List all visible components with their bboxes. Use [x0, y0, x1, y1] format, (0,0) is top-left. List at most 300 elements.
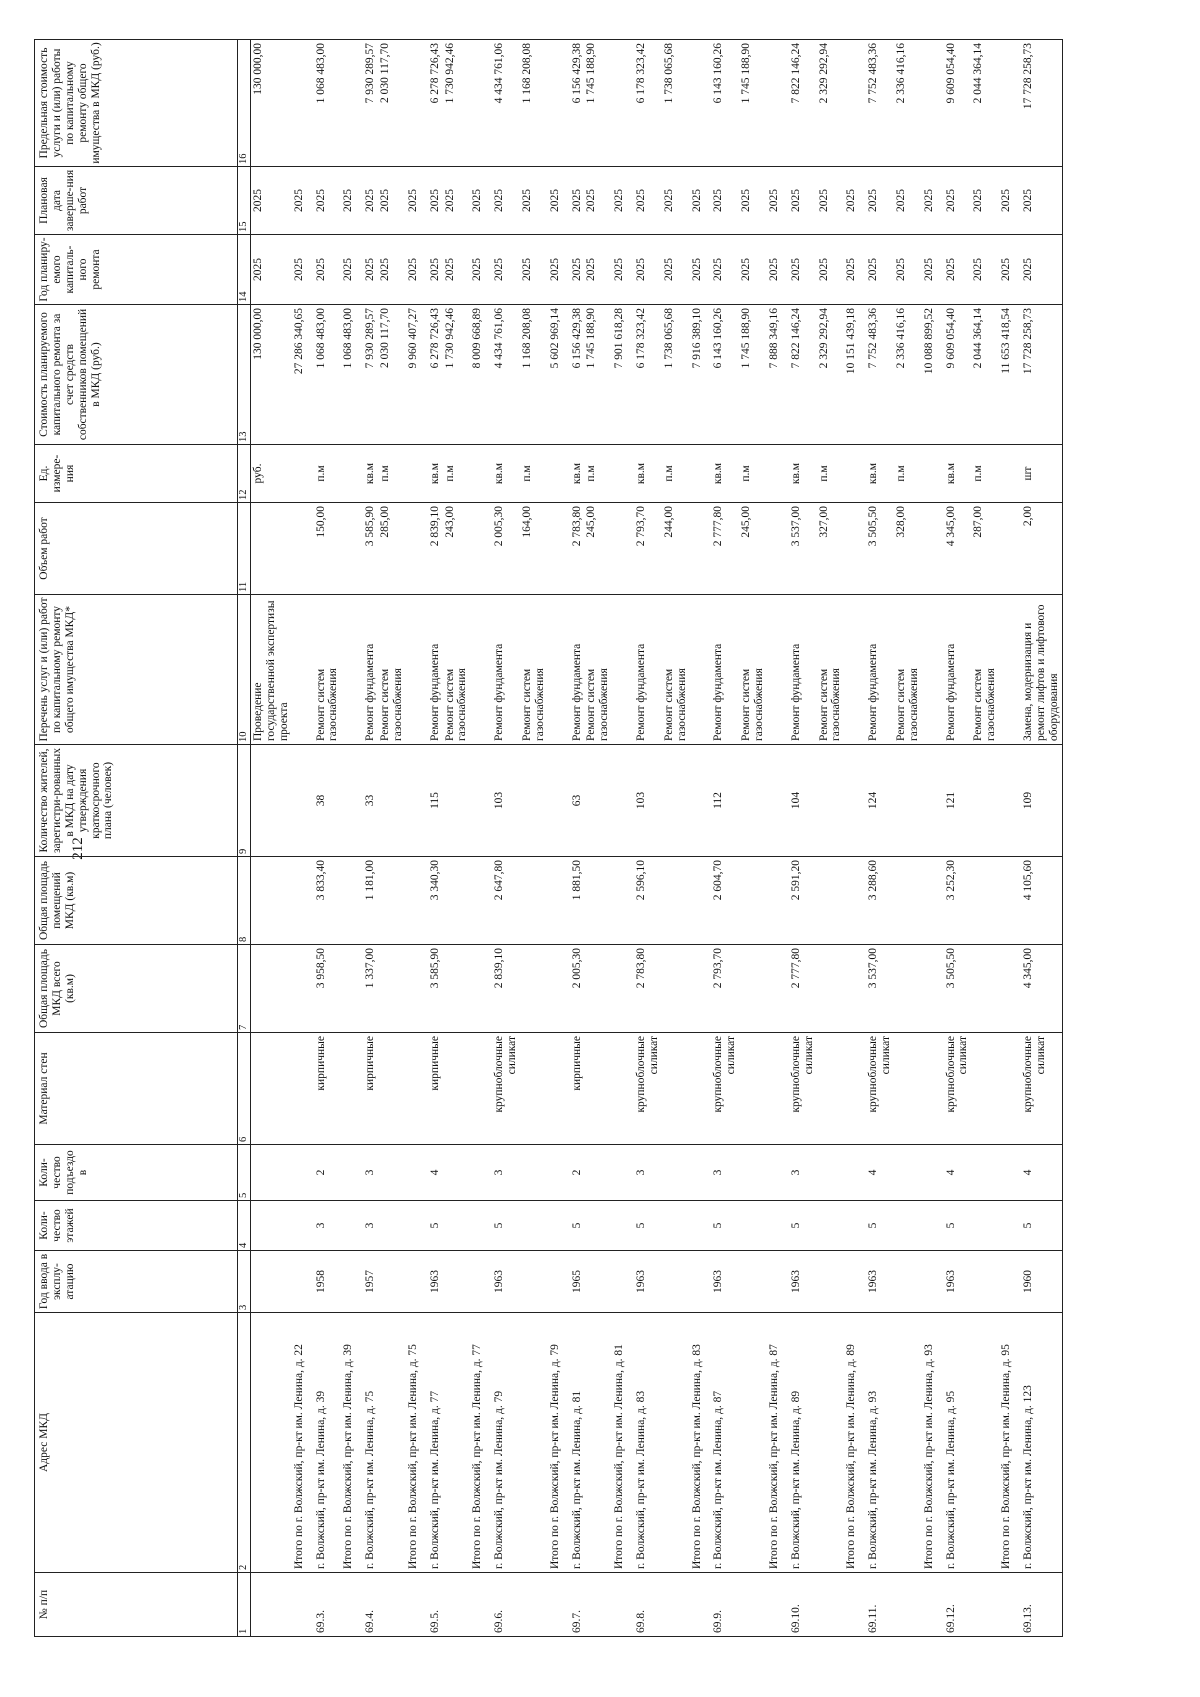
table-cell: 69.13.: [1014, 1573, 1062, 1637]
table-cell: кирпичные: [563, 1033, 585, 1145]
table-cell: [999, 595, 1014, 745]
table-cell: [922, 1251, 937, 1313]
table-cell: 2025: [627, 235, 662, 305]
table-cell: 285,00: [378, 503, 406, 595]
table-row: [894, 40, 922, 1637]
table-cell: [922, 1145, 937, 1201]
table-cell: [690, 857, 705, 945]
table-cell: [690, 1251, 705, 1313]
table-cell: [406, 1145, 421, 1201]
table-cell: п.м: [662, 445, 690, 503]
table-cell: [999, 745, 1014, 857]
table-cell: [662, 1251, 690, 1313]
table-cell: 2025: [894, 235, 922, 305]
table-cell: [443, 1573, 471, 1637]
table-cell: [251, 1313, 292, 1573]
table-cell: [406, 595, 421, 745]
table-cell: 2 596,10: [627, 857, 662, 945]
column-number-row: [238, 40, 251, 1637]
table-cell: 6 156 429,38: [563, 40, 585, 167]
table-row: [356, 40, 378, 1637]
table-cell: [894, 1251, 922, 1313]
table-cell: г. Волжский, пр-кт им. Ленина, д. 75: [356, 1313, 378, 1573]
table-cell: 3: [704, 1145, 739, 1201]
table-cell: 7 888 349,16: [767, 305, 782, 445]
table-cell: [739, 1573, 767, 1637]
table-cell: [378, 1201, 406, 1251]
table-row: [859, 40, 894, 1637]
table-cell: 2,00: [1014, 503, 1062, 595]
table-cell: [584, 857, 612, 945]
table-cell: [739, 1145, 767, 1201]
table-cell: 2 604,70: [704, 857, 739, 945]
table-cell: 2025: [292, 167, 307, 235]
table-cell: 243,00: [443, 503, 471, 595]
table-cell: [739, 857, 767, 945]
table-cell: [251, 945, 292, 1033]
table-cell: 2025: [520, 167, 548, 235]
table-cell: 2025: [782, 235, 817, 305]
table-cell: кв.м: [356, 445, 378, 503]
table-cell: 4: [421, 1145, 443, 1201]
table-cell: 124: [859, 745, 894, 857]
table-cell: 2 839,10: [485, 945, 520, 1033]
table-cell: [922, 857, 937, 945]
table-cell: 1957: [356, 1251, 378, 1313]
table-cell: 27 286 340,65: [292, 305, 307, 445]
table-cell: 2025: [421, 167, 443, 235]
table-cell: 2 783,80: [627, 945, 662, 1033]
page-number: 212: [70, 837, 86, 860]
table-cell: [520, 945, 548, 1033]
table-cell: [443, 745, 471, 857]
table-cell: 5: [563, 1201, 585, 1251]
table-cell: г. Волжский, пр-кт им. Ленина, д. 79: [485, 1313, 520, 1573]
table-cell: 17 728 258,73: [1014, 305, 1062, 445]
table-cell: 2025: [739, 167, 767, 235]
column-header: Год планиру-емого капиталь-ного ремонта: [35, 235, 238, 305]
table-cell: 7 901 618,28: [612, 305, 627, 445]
table-cell: 4: [937, 1145, 972, 1201]
table-cell: [292, 945, 307, 1033]
table-cell: [971, 1573, 999, 1637]
table-cell: 2025: [782, 167, 817, 235]
table-row: [341, 40, 356, 1637]
table-cell: [378, 745, 406, 857]
table-cell: 328,00: [894, 503, 922, 595]
table-cell: [406, 857, 421, 945]
table-cell: [690, 745, 705, 857]
table-cell: г. Волжский, пр-кт им. Ленина, д. 87: [704, 1313, 739, 1573]
table-cell: [292, 745, 307, 857]
table-cell: [470, 1201, 485, 1251]
table-cell: [662, 857, 690, 945]
table-cell: [894, 1145, 922, 1201]
table-cell: [612, 1033, 627, 1145]
table-cell: [612, 857, 627, 945]
table-cell: 2025: [563, 167, 585, 235]
table-cell: [739, 945, 767, 1033]
table-cell: [662, 1145, 690, 1201]
table-cell: [662, 745, 690, 857]
column-number: 16: [238, 40, 251, 167]
table-cell: [971, 1313, 999, 1573]
table-cell: [341, 745, 356, 857]
table-cell: [844, 945, 859, 1033]
table-cell: 5: [704, 1201, 739, 1251]
table-cell: [443, 857, 471, 945]
table-cell: кирпичные: [421, 1033, 443, 1145]
column-header: Общая площадь помещений МКД (кв.м): [35, 857, 238, 945]
table-cell: [251, 745, 292, 857]
table-cell: 2025: [971, 235, 999, 305]
table-cell: 1 168 208,08: [520, 40, 548, 167]
table-cell: Итого по г. Волжский, пр-кт им. Ленина, д. 22: [292, 1313, 307, 1573]
table-cell: Ремонт систем газоснабжения: [584, 595, 612, 745]
table-cell: 4: [859, 1145, 894, 1201]
table-cell: [584, 1033, 612, 1145]
table-cell: 2025: [690, 235, 705, 305]
table-row: [971, 40, 999, 1637]
table-cell: Итого по г. Волжский, пр-кт им. Ленина, д. 95: [999, 1313, 1014, 1573]
table-cell: [341, 40, 356, 167]
table-cell: [662, 1573, 690, 1637]
table-cell: Ремонт систем газоснабжения: [378, 595, 406, 745]
table-cell: [251, 1251, 292, 1313]
table-row: [470, 40, 485, 1637]
column-number: 13: [238, 305, 251, 445]
table-cell: Ремонт систем газоснабжения: [739, 595, 767, 745]
table-cell: [844, 1201, 859, 1251]
table-cell: [548, 745, 563, 857]
table-cell: 2 030 117,70: [378, 40, 406, 167]
table-cell: [999, 445, 1014, 503]
table-cell: [999, 1033, 1014, 1145]
table-cell: [341, 1033, 356, 1145]
table-cell: п.м: [307, 445, 342, 503]
table-cell: г. Волжский, пр-кт им. Ленина, д. 77: [421, 1313, 443, 1573]
table-cell: 6 143 160,26: [704, 40, 739, 167]
capital-repair-table: [34, 39, 1063, 1637]
table-cell: [739, 1033, 767, 1145]
table-cell: кв.м: [627, 445, 662, 503]
column-number: 9: [238, 745, 251, 857]
table-cell: 2025: [999, 235, 1014, 305]
table-cell: 2025: [356, 235, 378, 305]
table-cell: кв.м: [859, 445, 894, 503]
table-cell: [292, 40, 307, 167]
column-number: 14: [238, 235, 251, 305]
table-cell: [817, 1313, 845, 1573]
table-cell: 2025: [406, 167, 421, 235]
table-cell: 6 278 726,43: [421, 305, 443, 445]
table-cell: [922, 745, 937, 857]
header-row: [35, 40, 238, 1637]
table-row: [690, 40, 705, 1637]
table-cell: 2: [563, 1145, 585, 1201]
table-cell: 5: [421, 1201, 443, 1251]
table-cell: [971, 1145, 999, 1201]
table-cell: [999, 40, 1014, 167]
table-cell: [406, 1033, 421, 1145]
table-cell: [378, 1251, 406, 1313]
table-cell: 2 839,10: [421, 503, 443, 595]
table-cell: 327,00: [817, 503, 845, 595]
table-cell: 2025: [520, 235, 548, 305]
table-cell: 2025: [704, 167, 739, 235]
table-cell: 2025: [1014, 167, 1062, 235]
table-cell: [406, 40, 421, 167]
table-cell: кв.м: [421, 445, 443, 503]
table-cell: [292, 1573, 307, 1637]
table-cell: кв.м: [485, 445, 520, 503]
table-cell: [470, 1145, 485, 1201]
table-cell: 2025: [251, 167, 292, 235]
table-cell: 10 151 439,18: [844, 305, 859, 445]
table-cell: [922, 945, 937, 1033]
table-cell: кирпичные: [356, 1033, 378, 1145]
table-cell: [378, 1145, 406, 1201]
table-cell: 2025: [859, 167, 894, 235]
table-cell: [584, 1251, 612, 1313]
table-cell: 5: [859, 1201, 894, 1251]
table-cell: [443, 1251, 471, 1313]
table-cell: кв.м: [704, 445, 739, 503]
table-row: [485, 40, 520, 1637]
table-cell: Замена, модернизация и ремонт лифтов и лифтового оборудования: [1014, 595, 1062, 745]
table-cell: 3 537,00: [782, 503, 817, 595]
table-row: [520, 40, 548, 1637]
table-cell: [894, 1033, 922, 1145]
table-cell: 7 822 146,24: [782, 305, 817, 445]
table-cell: [844, 1033, 859, 1145]
table-cell: 2025: [378, 167, 406, 235]
table-cell: 3: [356, 1201, 378, 1251]
table-cell: крупноблочные силикат: [704, 1033, 739, 1145]
table-cell: 5 602 969,14: [548, 305, 563, 445]
table-row: [782, 40, 817, 1637]
table-row: [844, 40, 859, 1637]
table-cell: 5: [782, 1201, 817, 1251]
table-cell: [844, 1573, 859, 1637]
table-cell: [999, 503, 1014, 595]
table-cell: г. Волжский, пр-кт им. Ленина, д. 123: [1014, 1313, 1062, 1573]
table-cell: 115: [421, 745, 443, 857]
table-cell: 2025: [612, 167, 627, 235]
table-cell: 130 000,00: [251, 40, 292, 167]
table-cell: 7 916 389,10: [690, 305, 705, 445]
table-cell: 6 278 726,43: [421, 40, 443, 167]
table-cell: 2025: [292, 235, 307, 305]
table-row: [1014, 40, 1062, 1637]
table-cell: 1963: [627, 1251, 662, 1313]
table-cell: 1 181,00: [356, 857, 378, 945]
table-cell: Ремонт систем газоснабжения: [662, 595, 690, 745]
table-cell: [690, 503, 705, 595]
table-cell: 2025: [548, 167, 563, 235]
table-cell: 3 537,00: [859, 945, 894, 1033]
table-cell: [817, 745, 845, 857]
table-cell: [406, 1573, 421, 1637]
column-header: Количество жителей, зарегистри-рованных в МКД на дату утверждения краткосрочного плана (человек): [35, 745, 238, 857]
table-cell: [767, 1573, 782, 1637]
table-cell: 2025: [767, 235, 782, 305]
table-row: [563, 40, 585, 1637]
table-cell: 2025: [485, 235, 520, 305]
table-cell: [584, 1573, 612, 1637]
table-cell: 2025: [844, 167, 859, 235]
table-cell: [739, 1313, 767, 1573]
table-cell: Итого по г. Волжский, пр-кт им. Ленина, д. 75: [406, 1313, 421, 1573]
table-cell: [341, 503, 356, 595]
table-cell: 1963: [421, 1251, 443, 1313]
table-row: [251, 40, 292, 1637]
table-cell: г. Волжский, пр-кт им. Ленина, д. 93: [859, 1313, 894, 1573]
table-cell: [999, 945, 1014, 1033]
table-cell: [443, 945, 471, 1033]
table-cell: п.м: [894, 445, 922, 503]
column-header: Материал стен: [35, 1033, 238, 1145]
table-cell: 2025: [443, 235, 471, 305]
table-cell: [894, 857, 922, 945]
table-cell: 2025: [584, 235, 612, 305]
table-cell: [817, 1573, 845, 1637]
table-cell: [378, 1573, 406, 1637]
table-cell: [844, 1251, 859, 1313]
table-cell: [470, 1033, 485, 1145]
table-cell: [971, 1251, 999, 1313]
column-header: Год ввода в эксплу-атацию: [35, 1251, 238, 1313]
table-cell: 2025: [584, 167, 612, 235]
table-cell: [470, 745, 485, 857]
table-cell: п.м: [817, 445, 845, 503]
table-cell: 3 958,50: [307, 945, 342, 1033]
table-cell: [971, 745, 999, 857]
table-cell: 69.7.: [563, 1573, 585, 1637]
table-cell: [520, 857, 548, 945]
table-cell: [690, 1145, 705, 1201]
table-cell: 2 044 364,14: [971, 40, 999, 167]
table-cell: [470, 503, 485, 595]
table-cell: [520, 745, 548, 857]
table-cell: [999, 1201, 1014, 1251]
table-cell: 2025: [1014, 235, 1062, 305]
table-cell: Итого по г. Волжский, пр-кт им. Ленина, д. 79: [548, 1313, 563, 1573]
table-cell: [584, 1145, 612, 1201]
column-number: 7: [238, 945, 251, 1033]
table-cell: [470, 945, 485, 1033]
table-cell: [292, 1201, 307, 1251]
table-cell: [999, 1251, 1014, 1313]
table-cell: 2025: [485, 167, 520, 235]
table-cell: 69.12.: [937, 1573, 972, 1637]
table-cell: [844, 857, 859, 945]
table-cell: [292, 1251, 307, 1313]
table-cell: [817, 945, 845, 1033]
table-cell: 3 340,30: [421, 857, 443, 945]
table-cell: [690, 1033, 705, 1145]
table-cell: [922, 1033, 937, 1145]
table-cell: 5: [627, 1201, 662, 1251]
table-cell: 245,00: [739, 503, 767, 595]
table-cell: 1 745 188,90: [739, 40, 767, 167]
table-cell: [767, 503, 782, 595]
table-cell: [520, 1573, 548, 1637]
table-cell: 1 881,50: [563, 857, 585, 945]
table-cell: кирпичные: [307, 1033, 342, 1145]
table-cell: 7 930 289,57: [356, 305, 378, 445]
table-cell: г. Волжский, пр-кт им. Ленина, д. 81: [563, 1313, 585, 1573]
table-cell: [894, 1201, 922, 1251]
table-cell: 69.5.: [421, 1573, 443, 1637]
column-header: Общая площадь МКД всего (кв.м): [35, 945, 238, 1033]
table-cell: [971, 857, 999, 945]
table-cell: Ремонт систем газоснабжения: [443, 595, 471, 745]
table-row: [406, 40, 421, 1637]
table-cell: 2 793,70: [704, 945, 739, 1033]
table-cell: 2 591,20: [782, 857, 817, 945]
table-cell: п.м: [443, 445, 471, 503]
table-cell: [612, 1201, 627, 1251]
table-cell: крупноблочные силикат: [485, 1033, 520, 1145]
column-number: 8: [238, 857, 251, 945]
table-cell: п.м: [520, 445, 548, 503]
table-cell: Ремонт фундамента: [782, 595, 817, 745]
column-header: Коли-чество подъездо в: [35, 1145, 238, 1201]
table-cell: [548, 40, 563, 167]
table-cell: [999, 1145, 1014, 1201]
table-cell: [584, 1313, 612, 1573]
table-cell: 1 068 483,00: [341, 305, 356, 445]
table-cell: Ремонт систем газоснабжения: [520, 595, 548, 745]
table-cell: 3 833,40: [307, 857, 342, 945]
table-cell: 7 752 483,36: [859, 40, 894, 167]
table-cell: руб.: [251, 445, 292, 503]
column-number: 3: [238, 1251, 251, 1313]
table-cell: 287,00: [971, 503, 999, 595]
table-cell: [739, 1251, 767, 1313]
table-cell: [251, 1145, 292, 1201]
table-cell: крупноблочные силикат: [1014, 1033, 1062, 1145]
table-cell: 1963: [485, 1251, 520, 1313]
table-cell: Ремонт фундамента: [563, 595, 585, 745]
table-cell: [443, 1313, 471, 1573]
table-cell: [844, 40, 859, 167]
table-cell: 6 143 160,26: [704, 305, 739, 445]
table-row: [307, 40, 342, 1637]
table-cell: г. Волжский, пр-кт им. Ленина, д. 39: [307, 1313, 342, 1573]
table-cell: [470, 445, 485, 503]
table-cell: [844, 745, 859, 857]
table-cell: [894, 945, 922, 1033]
table-cell: 2025: [470, 167, 485, 235]
table-cell: [739, 745, 767, 857]
table-cell: [470, 857, 485, 945]
table-cell: 1960: [1014, 1251, 1062, 1313]
table-row: [739, 40, 767, 1637]
table-cell: [612, 503, 627, 595]
table-cell: [922, 1201, 937, 1251]
column-header: № п/п: [35, 1573, 238, 1637]
table-cell: [470, 595, 485, 745]
table-cell: [548, 1201, 563, 1251]
table-cell: 2025: [307, 167, 342, 235]
table-cell: [999, 1573, 1014, 1637]
table-cell: 2025: [627, 167, 662, 235]
table-cell: п.м: [584, 445, 612, 503]
table-cell: [292, 1145, 307, 1201]
table-cell: 244,00: [662, 503, 690, 595]
